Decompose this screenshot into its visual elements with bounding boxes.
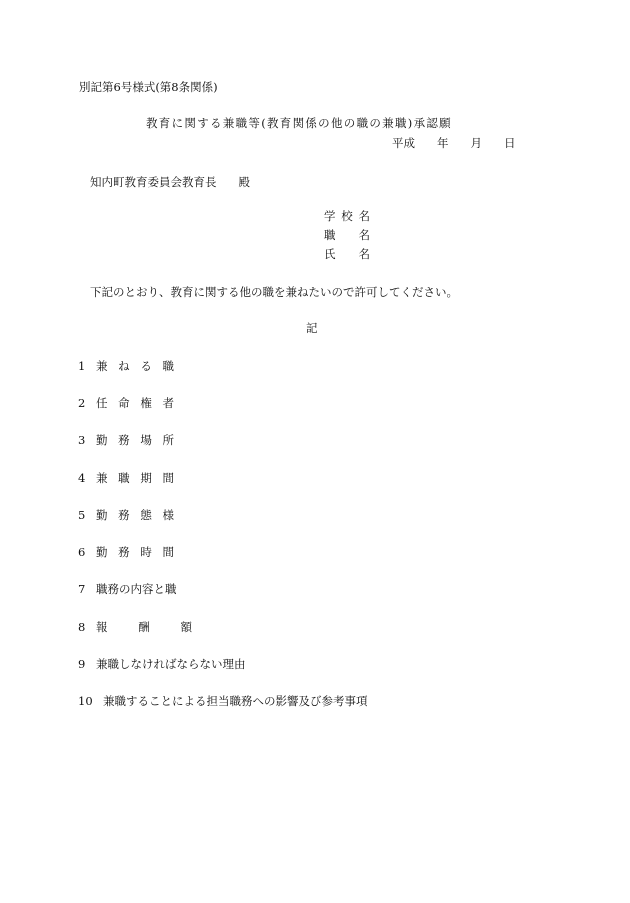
document-title: 教育に関する兼職等(教育関係の他の職の兼職)承認願 [146, 116, 452, 130]
school-name-label: 学校名 [324, 209, 370, 223]
item-label: 勤務態様 [96, 508, 174, 522]
applicant-name-field [324, 249, 370, 261]
list-item [78, 547, 174, 559]
addressee [90, 177, 250, 189]
position-field [324, 230, 370, 242]
item-number: 1 [78, 359, 86, 373]
list-item [78, 696, 368, 708]
list-item [78, 435, 174, 447]
school-name-field [324, 211, 370, 223]
item-label: 兼職しなければならない理由 [96, 657, 246, 671]
item-number: 4 [78, 471, 86, 485]
item-label: 報酬額 [96, 620, 192, 634]
item-number: 7 [78, 582, 86, 596]
ki-heading: 記 [306, 321, 318, 335]
list-item [78, 398, 174, 410]
form-label: 別記第6号様式(第8条関係) [79, 80, 218, 94]
position-label: 職名 [324, 228, 370, 242]
addressee-name: 知内町教育委員会教育長 [90, 175, 217, 189]
item-number: 2 [78, 396, 86, 410]
item-number: 10 [78, 694, 93, 708]
date-line [392, 138, 516, 150]
item-label: 兼職期間 [96, 471, 174, 485]
item-label: 任命権者 [96, 396, 174, 410]
item-label: 兼職することによる担当職務への影響及び参考事項 [103, 694, 368, 708]
item-number: 3 [78, 433, 86, 447]
date-month-unit: 月 [470, 136, 482, 150]
applicant-name-label: 氏名 [324, 247, 370, 261]
list-item [78, 622, 192, 634]
list-item [78, 510, 174, 522]
list-item [78, 361, 174, 373]
item-number: 9 [78, 657, 86, 671]
item-label: 勤務時間 [96, 545, 174, 559]
date-day-unit: 日 [504, 136, 516, 150]
addressee-honorific: 殿 [238, 175, 250, 189]
list-item [78, 473, 174, 485]
item-label: 兼ねる職 [96, 359, 174, 373]
item-number: 6 [78, 545, 86, 559]
request-text: 下記のとおり、教育に関する他の職を兼ねたいので許可してください。 [90, 285, 458, 299]
list-item [78, 584, 177, 596]
item-number: 8 [78, 620, 86, 634]
item-number: 5 [78, 508, 86, 522]
date-era: 平成 [392, 136, 415, 150]
item-label: 勤務場所 [96, 433, 174, 447]
item-label: 職務の内容と職 [96, 582, 177, 596]
list-item [78, 659, 246, 671]
date-year-unit: 年 [437, 136, 449, 150]
